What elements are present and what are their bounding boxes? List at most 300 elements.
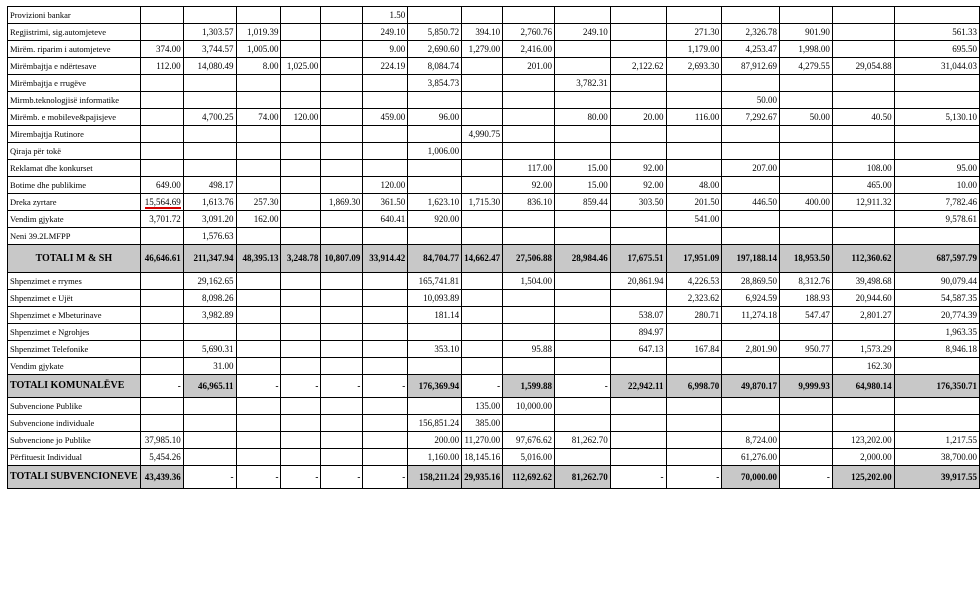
cell-value: 81,262.70	[571, 472, 608, 482]
table-cell	[610, 143, 666, 160]
table-cell	[555, 160, 611, 177]
cell-value: 9,999.93	[798, 381, 830, 391]
cell-value: 649.00	[155, 180, 181, 190]
table-cell	[236, 358, 281, 375]
table-cell	[780, 245, 833, 273]
cell-value: 2,326.78	[745, 27, 778, 37]
table-cell	[503, 143, 555, 160]
table-row	[8, 228, 980, 245]
cell-value: -	[604, 381, 608, 391]
table-cell	[321, 177, 363, 194]
cell-value: 18,145.16	[464, 452, 501, 462]
table-cell	[462, 245, 503, 273]
table-cell	[462, 143, 503, 160]
table-cell	[281, 324, 321, 341]
table-cell	[140, 194, 183, 211]
table-cell	[503, 358, 555, 375]
table-cell	[722, 24, 780, 41]
table-cell	[780, 307, 833, 324]
table-cell	[780, 432, 833, 449]
table-cell	[236, 398, 281, 415]
cell-value: 14,662.47	[464, 253, 501, 263]
table-cell	[281, 75, 321, 92]
table-cell	[894, 194, 979, 211]
cell-value: 97,676.62	[516, 435, 553, 445]
cell-value: -	[315, 472, 319, 482]
table-cell	[832, 75, 894, 92]
cell-value: 640.41	[380, 214, 406, 224]
table-cell	[610, 177, 666, 194]
table-cell	[832, 398, 894, 415]
cell-value: -	[402, 381, 406, 391]
table-cell	[236, 324, 281, 341]
table-cell	[183, 75, 236, 92]
table-cell	[555, 58, 611, 75]
table-cell	[321, 41, 363, 58]
table-cell	[236, 7, 281, 24]
table-cell	[408, 375, 462, 398]
table-cell	[666, 324, 722, 341]
table-cell	[780, 290, 833, 307]
cell-value: 38,700.00	[941, 452, 977, 462]
table-cell	[321, 398, 363, 415]
table-cell	[462, 126, 503, 143]
row-label: Qiraja për tokë	[8, 143, 141, 160]
table-cell	[503, 211, 555, 228]
table-cell	[666, 375, 722, 398]
table-cell	[408, 109, 462, 126]
cell-value: 4,253.47	[745, 44, 778, 54]
cell-value: 1,576.63	[202, 231, 234, 241]
table-cell	[894, 126, 979, 143]
row-label: Neni 39.2LMFPP	[8, 228, 141, 245]
table-cell	[832, 41, 894, 58]
cell-value: 201.50	[694, 197, 720, 207]
row-label: Subvencione Publike	[8, 398, 141, 415]
table-cell	[281, 24, 321, 41]
table-row	[8, 273, 980, 290]
table-cell	[462, 24, 503, 41]
table-cell	[555, 375, 611, 398]
cell-value: 50.00	[809, 112, 830, 122]
table-cell	[408, 245, 462, 273]
table-cell	[610, 194, 666, 211]
table-cell	[321, 160, 363, 177]
table-cell	[555, 41, 611, 58]
table-cell	[140, 126, 183, 143]
cell-value: 22,942.11	[628, 381, 664, 391]
row-label: Shpenzimet e rrymes	[8, 273, 141, 290]
table-cell	[321, 194, 363, 211]
table-cell	[183, 194, 236, 211]
row-label: Shpenzimet e Mbeturinave	[8, 307, 141, 324]
table-cell	[408, 7, 462, 24]
table-cell	[832, 7, 894, 24]
table-cell	[281, 160, 321, 177]
cell-value: 1,025.00	[286, 61, 319, 71]
table-cell	[321, 432, 363, 449]
table-cell	[722, 375, 780, 398]
table-cell	[894, 211, 979, 228]
row-label: Mirmb.teknologjisë informatike	[8, 92, 141, 109]
row-label: Mirëm. riparim i automjeteve	[8, 41, 141, 58]
table-cell	[666, 58, 722, 75]
table-cell	[236, 92, 281, 109]
table-cell	[780, 143, 833, 160]
table-cell	[281, 177, 321, 194]
table-cell	[780, 24, 833, 41]
row-label: Mirëmb. e mobileve&pajisjeve	[8, 109, 141, 126]
cell-value: 5,130.10	[945, 112, 977, 122]
table-cell	[462, 466, 503, 489]
table-cell	[281, 211, 321, 228]
table-cell	[408, 211, 462, 228]
cell-value: 207.00	[752, 163, 778, 173]
table-cell	[722, 143, 780, 160]
table-cell	[503, 324, 555, 341]
table-cell	[140, 415, 183, 432]
cell-value: 95.88	[531, 344, 553, 354]
cell-value: 33,914.42	[369, 253, 406, 263]
table-cell	[321, 24, 363, 41]
table-cell	[555, 358, 611, 375]
table-cell	[183, 273, 236, 290]
cell-value: 271.30	[694, 27, 720, 37]
cell-value: 176,369.94	[418, 381, 460, 391]
table-cell	[666, 24, 722, 41]
table-cell	[666, 7, 722, 24]
table-cell	[503, 194, 555, 211]
table-cell	[894, 75, 979, 92]
table-cell	[666, 143, 722, 160]
cell-value: 7,782.46	[945, 197, 977, 207]
table-cell	[281, 358, 321, 375]
table-cell	[236, 466, 281, 489]
table-cell	[462, 41, 503, 58]
cell-value: -	[315, 381, 319, 391]
table-cell	[666, 177, 722, 194]
cell-value: 10.00	[956, 180, 977, 190]
row-label: Reklamat dhe konkurset	[8, 160, 141, 177]
cell-value: 181.14	[434, 310, 460, 320]
table-cell	[503, 7, 555, 24]
table-cell	[408, 324, 462, 341]
cell-value: 117.00	[527, 163, 553, 173]
table-cell	[503, 228, 555, 245]
table-cell	[140, 24, 183, 41]
table-cell	[610, 432, 666, 449]
table-cell	[610, 358, 666, 375]
total-row	[8, 245, 980, 273]
table-cell	[408, 143, 462, 160]
table-cell	[408, 398, 462, 415]
cell-value: 459.00	[380, 112, 406, 122]
table-cell	[321, 7, 363, 24]
cell-value: 116.00	[694, 112, 720, 122]
table-cell	[321, 245, 363, 273]
table-cell	[363, 194, 408, 211]
table-cell	[140, 143, 183, 160]
table-cell	[666, 273, 722, 290]
table-cell	[363, 92, 408, 109]
table-cell	[832, 143, 894, 160]
table-cell	[722, 415, 780, 432]
table-cell	[236, 58, 281, 75]
table-cell	[321, 290, 363, 307]
table-cell	[236, 375, 281, 398]
table-cell	[666, 109, 722, 126]
table-cell	[666, 432, 722, 449]
cell-value: 61,276.00	[741, 452, 778, 462]
cell-value: 158,211.24	[419, 472, 460, 482]
table-cell	[236, 273, 281, 290]
table-cell	[832, 466, 894, 489]
cell-value: 3,982.89	[202, 310, 234, 320]
cell-value: 17,675.51	[627, 253, 664, 263]
table-cell	[321, 58, 363, 75]
table-cell	[363, 245, 408, 273]
table-cell	[236, 432, 281, 449]
table-row	[8, 160, 980, 177]
table-cell	[183, 177, 236, 194]
table-cell	[555, 432, 611, 449]
table-row	[8, 194, 980, 211]
row-label: TOTALI M & SH	[8, 245, 141, 273]
table-cell	[408, 126, 462, 143]
table-cell	[236, 245, 281, 273]
table-cell	[555, 109, 611, 126]
table-cell	[894, 449, 979, 466]
table-cell	[183, 92, 236, 109]
table-cell	[894, 324, 979, 341]
table-cell	[722, 432, 780, 449]
table-cell	[363, 432, 408, 449]
cell-value: 125,202.00	[851, 472, 892, 482]
cell-value: 303.50	[638, 197, 664, 207]
cell-value: 28,869.50	[741, 276, 778, 286]
cell-value: 1,005.00	[246, 44, 279, 54]
table-cell	[236, 228, 281, 245]
cell-value: 54,587.35	[941, 293, 977, 303]
table-cell	[832, 432, 894, 449]
table-cell	[462, 7, 503, 24]
table-cell	[780, 41, 833, 58]
table-cell	[140, 245, 183, 273]
table-cell	[236, 211, 281, 228]
cell-value: 1,998.00	[798, 44, 830, 54]
table-cell	[555, 245, 611, 273]
table-cell	[503, 41, 555, 58]
table-cell	[462, 109, 503, 126]
table-cell	[408, 466, 462, 489]
cell-value: 2,690.60	[427, 44, 460, 54]
cell-value: 385.00	[475, 418, 501, 428]
table-cell	[555, 341, 611, 358]
table-row	[8, 432, 980, 449]
table-cell	[363, 109, 408, 126]
table-cell	[780, 466, 833, 489]
cell-value: 249.10	[380, 27, 406, 37]
table-cell	[780, 177, 833, 194]
row-label: Dreka zyrtare	[8, 194, 141, 211]
cell-value: 70,000.00	[741, 472, 778, 482]
cell-value: 8,946.18	[945, 344, 977, 354]
total-row	[8, 375, 980, 398]
table-cell	[408, 449, 462, 466]
table-cell	[610, 75, 666, 92]
table-cell	[363, 160, 408, 177]
table-cell	[363, 177, 408, 194]
table-cell	[462, 211, 503, 228]
table-cell	[894, 290, 979, 307]
cell-value: 2,323.62	[687, 293, 720, 303]
cell-value: 31,044.03	[941, 61, 977, 71]
cell-value: 50.00	[756, 95, 778, 105]
table-cell	[780, 160, 833, 177]
table-row	[8, 398, 980, 415]
table-cell	[363, 228, 408, 245]
cell-value: 92.00	[643, 163, 664, 173]
table-cell	[722, 58, 780, 75]
table-cell	[140, 432, 183, 449]
cell-value: 3,854.73	[427, 78, 460, 88]
table-cell	[666, 41, 722, 58]
table-cell	[780, 75, 833, 92]
table-cell	[832, 307, 894, 324]
table-cell	[363, 273, 408, 290]
table-cell	[140, 358, 183, 375]
table-cell	[555, 398, 611, 415]
table-cell	[183, 432, 236, 449]
table-cell	[894, 92, 979, 109]
table-cell	[666, 228, 722, 245]
table-cell	[555, 449, 611, 466]
cell-value: 165,741.81	[418, 276, 460, 286]
cell-value: 901.90	[805, 27, 830, 37]
table-cell	[140, 307, 183, 324]
cell-value: -	[357, 472, 361, 482]
cell-value: 17,951.09	[683, 253, 720, 263]
cell-value: 40.50	[871, 112, 892, 122]
cell-value: 2,693.30	[687, 61, 720, 71]
table-cell	[408, 194, 462, 211]
table-cell	[503, 75, 555, 92]
table-row	[8, 41, 980, 58]
table-cell	[183, 449, 236, 466]
table-cell	[503, 398, 555, 415]
table-row	[8, 126, 980, 143]
table-cell	[140, 449, 183, 466]
table-row	[8, 58, 980, 75]
table-row	[8, 75, 980, 92]
table-cell	[832, 24, 894, 41]
table-cell	[236, 341, 281, 358]
table-cell	[503, 58, 555, 75]
table-cell	[363, 24, 408, 41]
table-cell	[183, 341, 236, 358]
cell-value: 1,279.00	[468, 44, 501, 54]
table-cell	[462, 324, 503, 341]
table-cell	[281, 307, 321, 324]
table-cell	[780, 375, 833, 398]
table-cell	[610, 160, 666, 177]
table-cell	[236, 307, 281, 324]
cell-value: 1,623.10	[427, 197, 460, 207]
table-cell	[363, 58, 408, 75]
cell-value: 11,274.18	[741, 310, 778, 320]
table-cell	[183, 375, 236, 398]
table-cell	[666, 466, 722, 489]
table-cell	[363, 211, 408, 228]
cell-value: 39,917.55	[941, 472, 977, 482]
table-cell	[722, 273, 780, 290]
cell-value: 8,724.00	[745, 435, 778, 445]
cell-value: 20,774.39	[941, 310, 977, 320]
table-cell	[503, 290, 555, 307]
row-label: TOTALI SUBVENCIONEVE	[8, 466, 141, 489]
cell-value: -	[275, 472, 279, 482]
table-cell	[894, 307, 979, 324]
table-cell	[281, 41, 321, 58]
cell-value: 84,704.77	[423, 253, 460, 263]
cell-value: 10,807.09	[324, 253, 361, 263]
table-cell	[236, 41, 281, 58]
table-cell	[832, 211, 894, 228]
table-cell	[503, 126, 555, 143]
cell-value: 162.30	[866, 361, 892, 371]
cell-value: 1,179.00	[687, 44, 720, 54]
table-cell	[408, 290, 462, 307]
table-row	[8, 415, 980, 432]
table-cell	[183, 126, 236, 143]
table-cell	[780, 358, 833, 375]
table-cell	[610, 92, 666, 109]
table-cell	[894, 228, 979, 245]
cell-value: 4,990.75	[468, 129, 501, 139]
table-cell	[832, 228, 894, 245]
table-cell	[363, 324, 408, 341]
row-label: Shpenzimet e Ngrohjes	[8, 324, 141, 341]
table-cell	[363, 290, 408, 307]
table-cell	[462, 75, 503, 92]
cell-value: 1,869.30	[328, 197, 361, 207]
cell-value: 5,454.26	[149, 452, 181, 462]
table-cell	[140, 177, 183, 194]
cell-value: 6,924.59	[745, 293, 778, 303]
table-cell	[321, 449, 363, 466]
table-cell	[832, 109, 894, 126]
cell-value: 167.84	[694, 344, 720, 354]
cell-value: -	[402, 472, 406, 482]
table-cell	[462, 341, 503, 358]
table-cell	[555, 75, 611, 92]
table-cell	[780, 7, 833, 24]
table-cell	[832, 92, 894, 109]
table-cell	[555, 290, 611, 307]
table-cell	[363, 466, 408, 489]
table-cell	[780, 211, 833, 228]
table-cell	[610, 324, 666, 341]
table-cell	[363, 415, 408, 432]
cell-value: 48.00	[699, 180, 720, 190]
table-cell	[462, 273, 503, 290]
cell-value: 64,980.14	[855, 381, 892, 391]
table-cell	[780, 324, 833, 341]
table-cell	[462, 290, 503, 307]
table-cell	[722, 358, 780, 375]
table-cell	[236, 177, 281, 194]
table-cell	[666, 415, 722, 432]
